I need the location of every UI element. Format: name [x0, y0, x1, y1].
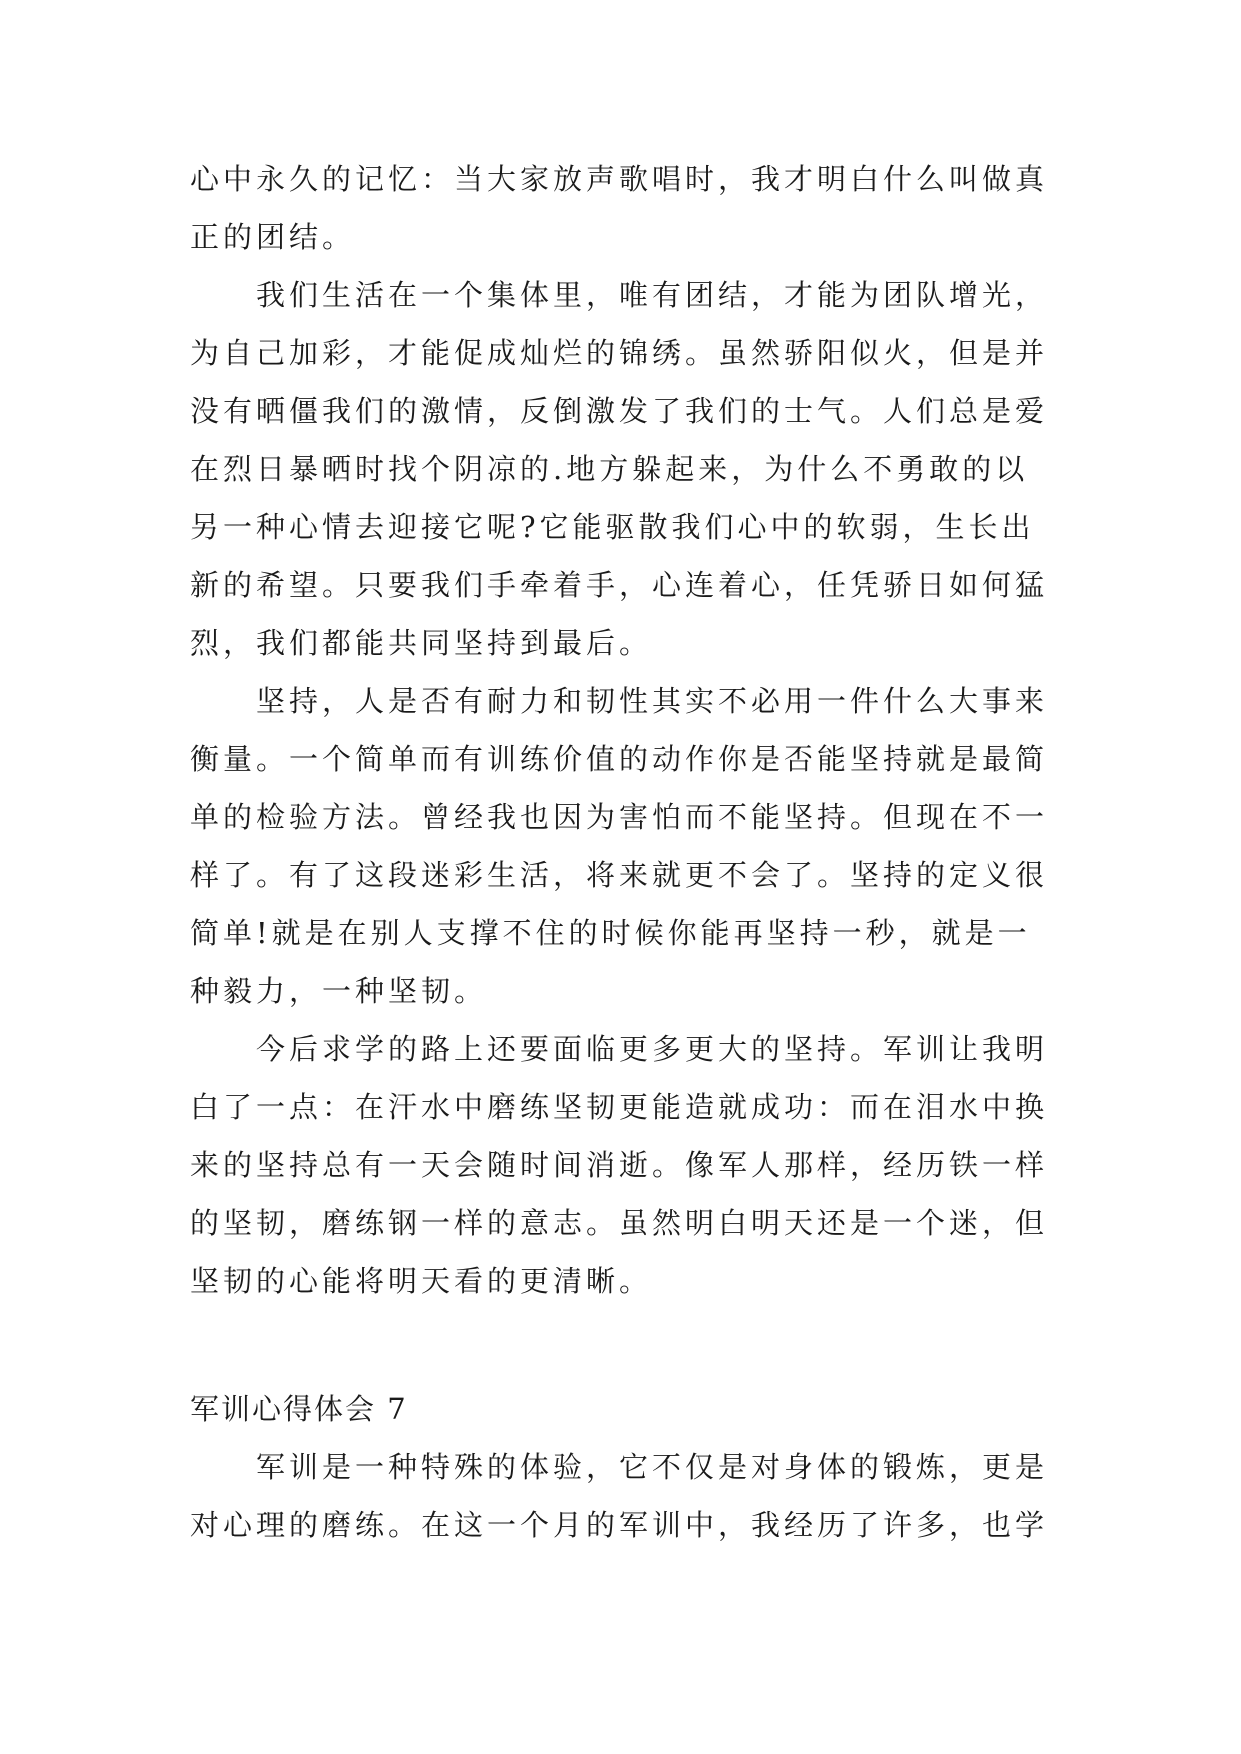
paragraph-future: 今后求学的路上还要面临更多更大的坚持。军训让我明白了一点：在汗水中磨练坚韧更能造就成功：而在泪水中换来的坚持总有一天会随时间消逝。像军人那样，经历铁一样的坚韧，磨练钢一样的意志。虽然明白明天还是一个迷，但坚韧的心能将明天看的更清晰。 — [190, 1032, 1049, 1298]
paragraph-unity: 我们生活在一个集体里，唯有团结，才能为团队增光，为自己加彩，才能促成灿烂的锦绣。虽然骄阳似火，但是并没有晒僵我们的激情，反倒激发了我们的士气。人们总是爱在烈日暴晒时找个阴凉的.地方躲起来，为什么不勇敢的以另一种心情去迎接它呢?它能驱散我们心中的软弱，生长出新的希望。只要我们手牵着手，心连着心，任凭骄日如何猛烈，我们都能共同坚持到最后。 — [190, 278, 1049, 660]
paragraph-persistence: 坚持，人是否有耐力和韧性其实不必用一件什么大事来衡量。一个简单而有训练价值的动作你是否能坚持就是最简单的检验方法。曾经我也因为害怕而不能坚持。但现在不一样了。有了这段迷彩生活，将来就更不会了。坚持的定义很简单!就是在别人支撑不住的时候你能再坚持一秒，就是一种毅力，一种坚韧。 — [190, 684, 1049, 1008]
section-heading: 军训心得体会 7 — [190, 1392, 408, 1426]
paragraph-section-intro: 军训是一种特殊的体验，它不仅是对身体的锻炼，更是对心理的磨练。在这一个月的军训中，我经历了许多，也学 — [190, 1450, 1049, 1542]
paragraph-continued: 心中永久的记忆：当大家放声歌唱时，我才明白什么叫做真正的团结。 — [190, 162, 1049, 254]
document-body — [190, 150, 1060, 1554]
